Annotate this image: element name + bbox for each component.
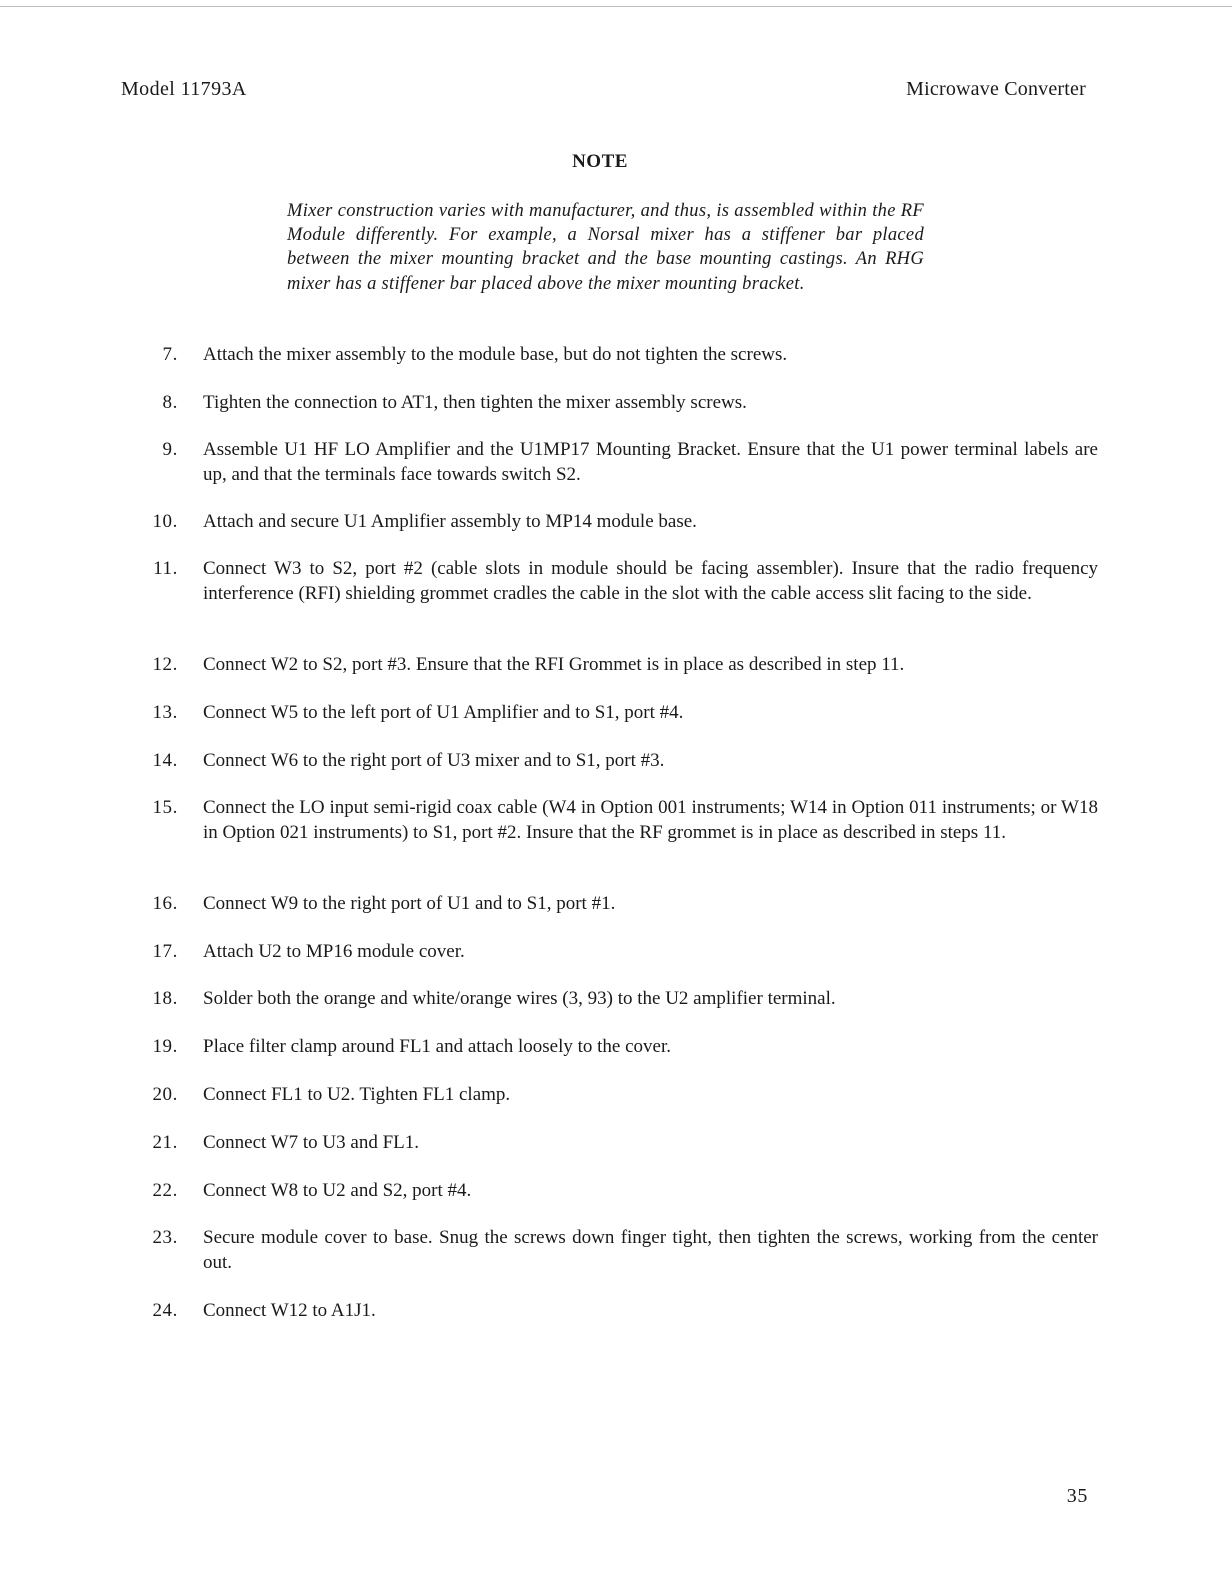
step-number: 23. bbox=[152, 1227, 178, 1248]
step-number: 16. bbox=[152, 893, 178, 914]
step-number: 24. bbox=[152, 1300, 178, 1321]
step-text: Connect W7 to U3 and FL1. bbox=[203, 1132, 420, 1153]
step-text: Connect W6 to the right port of U3 mixer and to S1, port #3. bbox=[203, 750, 665, 771]
step-text: Connect W9 to the right port of U1 and to S1, port #1. bbox=[203, 893, 616, 914]
step-text: Connect W8 to U2 and S2, port #4. bbox=[203, 1180, 472, 1201]
step-number: 18. bbox=[152, 988, 178, 1009]
step-number: 8. bbox=[162, 392, 178, 413]
step-text: Connect W3 to S2, port #2 (cable slots in module should be facing assembler). Insure that the radio frequency interference (RFI) shielding grommet cradles the cable in the slot with the cable access slit facing to the side. bbox=[203, 558, 1098, 604]
note-body: Mixer construction varies with manufacturer, and thus, is assembled within the RF Module differently. For example, a Norsal mixer has a stiffener bar placed between the mixer mounting bracket and the base mounting castings. An RHG mixer has a stiffener bar placed above the mixer mounting bracket. bbox=[287, 201, 924, 294]
step-number: 10. bbox=[152, 511, 178, 532]
step-number: 14. bbox=[152, 750, 178, 771]
step-number: 7. bbox=[162, 344, 178, 365]
step-number: 17. bbox=[152, 941, 178, 962]
header-title: Microwave Converter bbox=[906, 78, 1086, 100]
step-number: 22. bbox=[152, 1180, 178, 1201]
note-heading: NOTE bbox=[572, 151, 628, 172]
step-number: 13. bbox=[152, 702, 178, 723]
page-number: 35 bbox=[1066, 1485, 1088, 1507]
header-model: Model 11793A bbox=[121, 78, 247, 100]
top-rule bbox=[0, 6, 1232, 7]
step-number: 9. bbox=[162, 439, 178, 460]
step-text: Tighten the connection to AT1, then tighten the mixer assembly screws. bbox=[203, 392, 747, 413]
step-number: 11. bbox=[153, 558, 178, 579]
step-text: Attach the mixer assembly to the module base, but do not tighten the screws. bbox=[203, 344, 788, 365]
step-text: Place filter clamp around FL1 and attach loosely to the cover. bbox=[203, 1036, 671, 1057]
step-number: 20. bbox=[152, 1084, 178, 1105]
step-text: Connect W2 to S2, port #3. Ensure that the RFI Grommet is in place as described in step 11. bbox=[203, 654, 905, 675]
step-text: Solder both the orange and white/orange wires (3, 93) to the U2 amplifier terminal. bbox=[203, 988, 836, 1009]
step-text: Connect FL1 to U2. Tighten FL1 clamp. bbox=[203, 1084, 511, 1105]
step-text: Attach and secure U1 Amplifier assembly to MP14 module base. bbox=[203, 511, 697, 532]
step-text: Secure module cover to base. Snug the screws down finger tight, then tighten the screws, working from the center out. bbox=[203, 1227, 1098, 1273]
step-number: 19. bbox=[152, 1036, 178, 1057]
step-text: Assemble U1 HF LO Amplifier and the U1MP17 Mounting Bracket. Ensure that the U1 power terminal labels are up, and that the terminals face towards switch S2. bbox=[203, 439, 1098, 485]
step-number: 15. bbox=[152, 797, 178, 818]
step-text: Connect the LO input semi-rigid coax cable (W4 in Option 001 instruments; W14 in Option 011 instruments; or W18 in Option 021 instruments) to S1, port #2. Insure that the RF grommet is in place as described in steps 11. bbox=[203, 797, 1098, 843]
step-text: Connect W12 to A1J1. bbox=[203, 1300, 376, 1321]
step-number: 21. bbox=[152, 1132, 178, 1153]
step-text: Attach U2 to MP16 module cover. bbox=[203, 941, 465, 962]
step-number: 12. bbox=[152, 654, 178, 675]
step-text: Connect W5 to the left port of U1 Amplifier and to S1, port #4. bbox=[203, 702, 684, 723]
